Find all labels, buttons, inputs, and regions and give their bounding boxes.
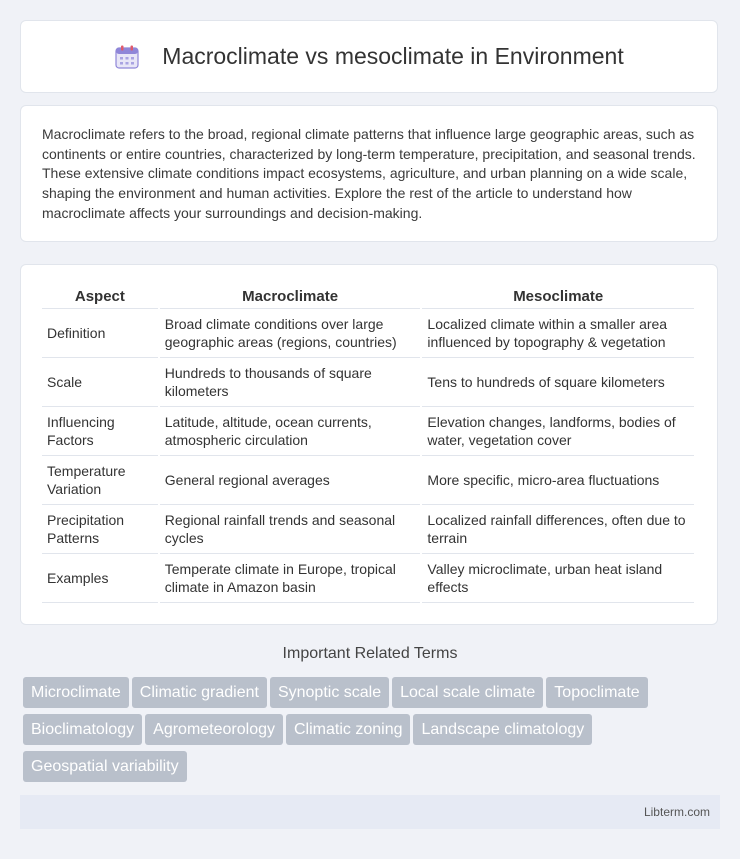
comparison-table — [40, 285, 696, 603]
related-term-tag[interactable]: Topoclimate — [546, 677, 647, 708]
table-cell: Influencing Factors — [42, 407, 158, 456]
table-cell: Hundreds to thousands of square kilometers — [160, 358, 421, 407]
table-cell: General regional averages — [160, 456, 421, 505]
column-header: Aspect — [42, 285, 158, 309]
related-term-tag[interactable]: Geospatial variability — [23, 751, 187, 782]
table-cell: Regional rainfall trends and seasonal cycles — [160, 505, 421, 554]
table-row — [42, 309, 694, 358]
related-terms-heading: Important Related Terms — [282, 645, 458, 662]
table-cell: Broad climate conditions over large geographic areas (regions, countries) — [160, 309, 421, 358]
related-terms-list — [23, 677, 723, 788]
table-row — [42, 358, 694, 407]
related-term-tag[interactable]: Bioclimatology — [23, 714, 142, 745]
table-cell: Latitude, altitude, ocean currents, atmospheric circulation — [160, 407, 421, 456]
intro-text: Macroclimate refers to the broad, regional climate patterns that influence large geographic areas, such as continents or entire countries, characterized by long-term temperature, precipitation, and seasonal trends. These extensive climate conditions impact ecosystems, agriculture, and urban planning on a wide scale, shaping the environment and human activities. Explore the rest of the article to understand how macroclimate affects your surroundings and decision-making. — [42, 126, 696, 221]
table-cell: Temperate climate in Europe, tropical climate in Amazon basin — [160, 554, 421, 603]
table-cell: Elevation changes, landforms, bodies of water, vegetation cover — [422, 407, 694, 456]
related-term-tag[interactable]: Synoptic scale — [270, 677, 389, 708]
table-cell: Examples — [42, 554, 158, 603]
column-header: Macroclimate — [160, 285, 421, 309]
table-row — [42, 456, 694, 505]
table-row — [42, 407, 694, 456]
table-cell: Valley microclimate, urban heat island effects — [422, 554, 694, 603]
comparison-table-card — [20, 264, 718, 625]
table-cell: Precipitation Patterns — [42, 505, 158, 554]
calendar-icon — [114, 44, 140, 70]
intro-card — [20, 105, 718, 242]
table-cell: Localized climate within a smaller area influenced by topography & vegetation — [422, 309, 694, 358]
table-cell: More specific, micro-area fluctuations — [422, 456, 694, 505]
table-cell: Temperature Variation — [42, 456, 158, 505]
table-cell: Definition — [42, 309, 158, 358]
table-row — [42, 505, 694, 554]
footer — [20, 795, 720, 829]
column-header: Mesoclimate — [422, 285, 694, 309]
related-term-tag[interactable]: Climatic gradient — [132, 677, 267, 708]
related-term-tag[interactable]: Agrometeorology — [145, 714, 283, 745]
related-term-tag[interactable]: Climatic zoning — [286, 714, 410, 745]
footer-site-link[interactable]: Libterm.com — [643, 805, 710, 819]
table-header-row — [42, 285, 694, 309]
page-title: Macroclimate vs mesoclimate in Environment — [162, 43, 624, 69]
table-cell: Tens to hundreds of square kilometers — [422, 358, 694, 407]
table-cell: Scale — [42, 358, 158, 407]
related-term-tag[interactable]: Landscape climatology — [413, 714, 592, 745]
related-term-tag[interactable]: Local scale climate — [392, 677, 543, 708]
table-cell: Localized rainfall differences, often due to terrain — [422, 505, 694, 554]
table-row — [42, 554, 694, 603]
related-term-tag[interactable]: Microclimate — [23, 677, 129, 708]
title-card — [20, 20, 718, 93]
